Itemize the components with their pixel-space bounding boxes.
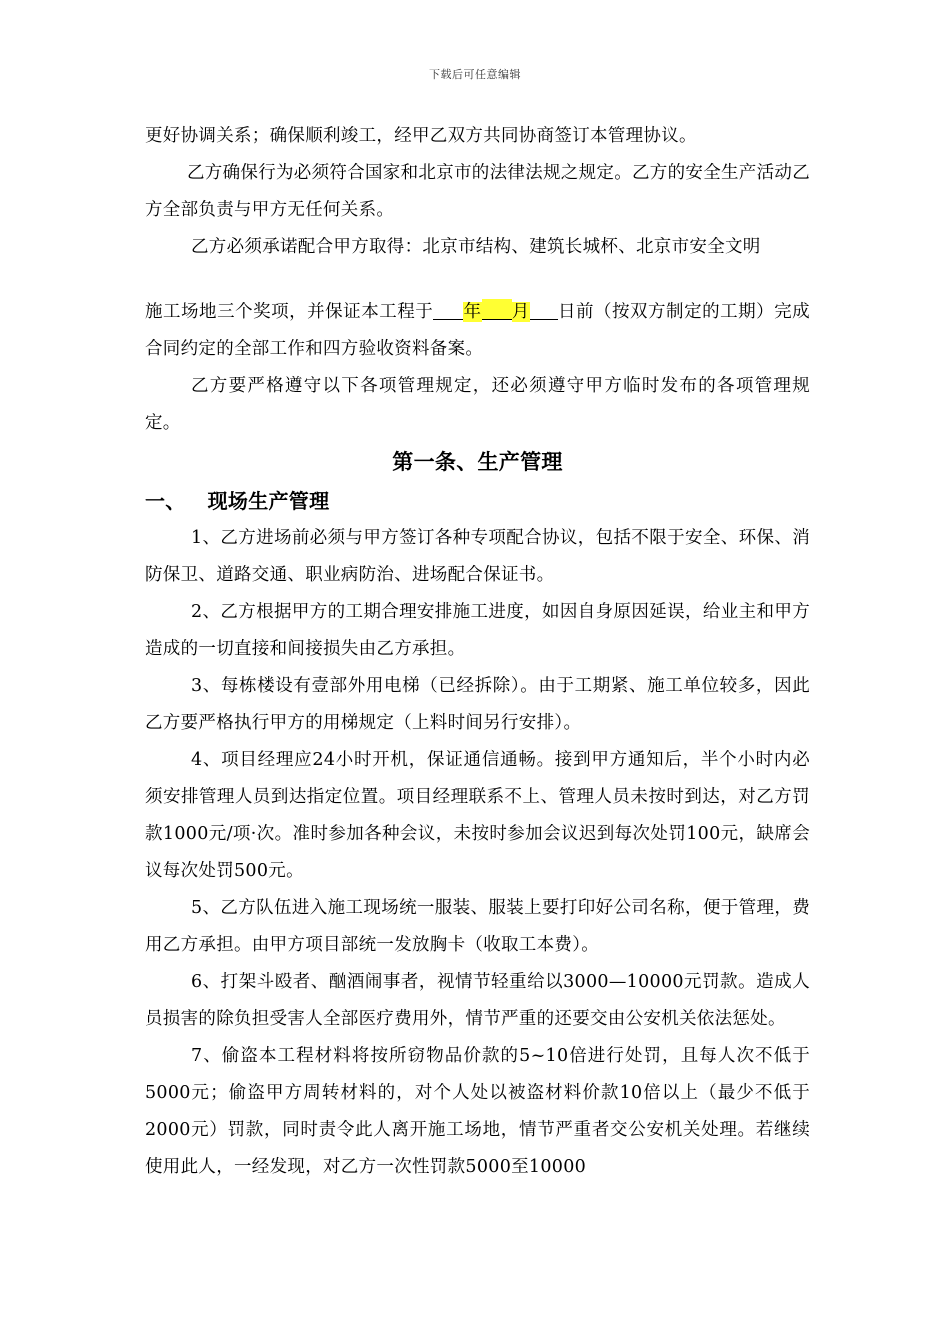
paragraph-5: 乙方要严格遵守以下各项管理规定，还必须遵守甲方临时发布的各项管理规定。 — [145, 376, 810, 433]
list-item-2: 2、乙方根据甲方的工期合理安排施工进度，如因自身原因延误，给业主和甲方造成的一切直接和间接损失由乙方承担。 — [145, 602, 810, 659]
section-number: 一、 — [145, 489, 186, 513]
article-title: 第一条、生产管理 — [392, 450, 563, 474]
page-header-note: 下载后可任意编辑 — [429, 68, 521, 81]
paragraph-2: 乙方确保行为必须符合国家和北京市的法律法规之规定。乙方的安全生产活动乙方全部负责与甲方无任何关系。 — [145, 163, 810, 220]
list-item-6: 6、打架斗殴者、酗酒闹事者，视情节轻重给以3000—10000元罚款。造成人员损害的除负担受害人全部医疗费用外，情节严重的还要交由公安机关依法惩处。 — [145, 972, 810, 1029]
section-title: 现场生产管理 — [207, 489, 330, 513]
list-item-1: 1、乙方进场前必须与甲方签订各种专项配合协议，包括不限于安全、环保、消防保卫、道路交通、职业病防治、进场配合保证书。 — [145, 528, 810, 585]
month-label: 月 — [511, 302, 530, 322]
paragraph-4-start: 施工场地三个奖项，并保证本工程于 — [145, 302, 434, 322]
document-body — [145, 118, 810, 1186]
paragraph-1: 更好协调关系；确保顺利竣工，经甲乙双方共同协商签订本管理协议。 — [145, 126, 697, 146]
blank-day-fill — [530, 299, 558, 320]
paragraph-4 — [145, 294, 810, 368]
blank-month-fill — [482, 299, 512, 320]
paragraph-4-end: 日前（按双方制定的工期）完成合同约定的全部工作和四方验收资料备案。 — [145, 302, 810, 359]
spacer — [145, 266, 810, 294]
blank-year-fill — [433, 299, 463, 320]
list-item-3: 3、每栋楼设有壹部外用电梯（已经拆除）。由于工期紧、施工单位较多，因此乙方要严格执行甲方的用梯规定（上料时间另行安排）。 — [145, 676, 810, 733]
paragraph-3: 乙方必须承诺配合甲方取得：北京市结构、建筑长城杯、北京市安全文明 — [191, 237, 761, 257]
list-item-7: 7、偷盗本工程材料将按所窃物品价款的5~10倍进行处罚，且每人次不低于5000元；偷盗甲方周转材料的，对个人处以被盗材料价款10倍以上（最少不低于2000元）罚款，同时责令此人离开施工场地，情节严重者交公安机关处理。若继续使用此人，一经发现，对乙方一次性罚款5000至10000 — [145, 1046, 810, 1177]
list-item-5: 5、乙方队伍进入施工现场统一服装、服装上要打印好公司名称，便于管理，费用乙方承担。由甲方项目部统一发放胸卡（收取工本费）。 — [145, 898, 810, 955]
year-label: 年 — [463, 302, 482, 322]
list-item-4: 4、项目经理应24小时开机，保证通信通畅。接到甲方通知后，半个小时内必须安排管理人员到达指定位置。项目经理联系不上、管理人员未按时到达，对乙方罚款1000元/项·次。准时参加各种会议，未按时参加会议迟到每次处罚100元，缺席会议每次处罚500元。 — [145, 750, 810, 881]
section-heading — [145, 482, 810, 520]
